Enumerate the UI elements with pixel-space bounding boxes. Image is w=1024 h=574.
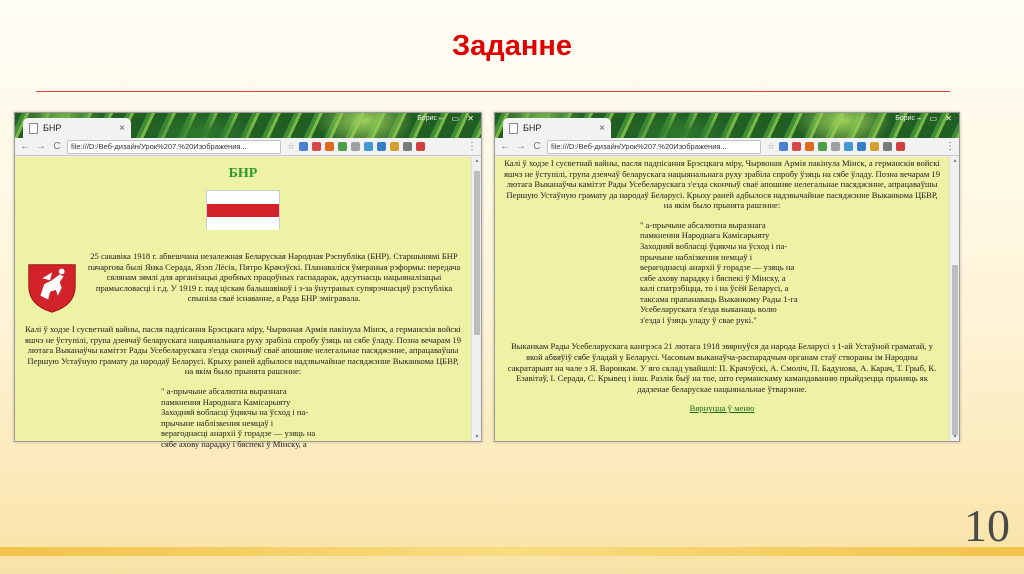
tab-title: БНР — [43, 123, 62, 133]
extension-icon[interactable] — [831, 142, 840, 151]
scroll-up-icon[interactable]: ▲ — [952, 158, 958, 164]
tab-strip — [15, 113, 481, 138]
intro-paragraph: 25 сакавіка 1918 г. абвешчана незалежная Беларуская Народная Рэспубліка (БНР). Старшынямі БНР пачаргова былі Янка Серада, Язэп Лёсік, Пятро Крачэўскі. Планаваліся ўмераныя рэформы: передача сялянам зямлі для арганізацыі дробных працоўных гаспадарак, адсутнасць нацыяналізацыі прамысловасці і г.д. У 1919 г. пад ціскам бальшавікоў і з-за ўнутраных супярэчнасцяў рэспубліка спыніла сваё існаванне, а Рада БНР эмігравала. — [87, 251, 461, 304]
slide-number: 10 — [964, 500, 1010, 551]
quote-line: памкнення Народнага Камісарыяту — [161, 396, 291, 407]
extension-icon[interactable] — [377, 142, 386, 151]
extension-icon[interactable] — [403, 142, 412, 151]
quote-line: сябе ахову парадку і бяспекі ў Мінску, а — [640, 272, 786, 283]
extension-icon[interactable] — [883, 142, 892, 151]
tab-title: БНР — [523, 123, 542, 133]
quote-line: верагоднасці анархіі ў горадзе — узяць на — [640, 262, 795, 273]
extension-icon[interactable] — [390, 142, 399, 151]
extension-icon[interactable] — [805, 142, 814, 151]
quote-line: верагоднасці анархіі ў горадзе — узяць на — [161, 428, 316, 439]
page-icon — [509, 123, 518, 134]
quote-line: памкнення Народнага Камісарыяту — [640, 230, 770, 241]
address-text: file:///D:/Веб-дизайн/Урок%207.%20Изображения... — [551, 142, 727, 151]
extension-icon[interactable] — [312, 142, 321, 151]
address-bar[interactable] — [67, 140, 281, 154]
quote-line: Заходняй вобласці ўцякчы на ўсход і па- — [161, 407, 309, 418]
quote-line: прычыне наблізкення немцаў і — [640, 251, 753, 262]
war-paragraph: Калі ў ходзе І сусветнай вайны, пасля падпісання Брэсцкага міру, Чырвоная Армія пакінула Мінск, а германскія войскі яшчэ не ўступілі, група дзеячаў беларускага нацыянальнага руху зрабіла спробу ўзяць на сябе ўладу. Позна вечарам 19 лютага Выканаўчы камітэт Рады Усебеларускага з'езда скончыў сваё апошняе нелегальнае пасяджэнне, апрацаваўшы Першую Устаўную грамату да народаў Беларусі. Крыху раней адбылося надзвычайнае пасяджэнне Выканкома ЦБВР, на якім было прынята рашэнне: — [24, 324, 461, 377]
page-viewport — [15, 157, 481, 449]
vertical-scrollbar[interactable] — [949, 157, 959, 441]
extension-icon[interactable] — [364, 142, 373, 151]
scroll-thumb[interactable] — [474, 171, 480, 335]
address-text: file:///D:/Веб-дизайн/Урок%207.%20Изображения... — [71, 142, 247, 151]
quote-line: Усебеларускага з'езда выканаць волю — [640, 304, 777, 315]
extension-icon[interactable] — [416, 142, 425, 151]
page-viewport — [495, 157, 959, 441]
extension-icon[interactable] — [818, 142, 827, 151]
final-paragraph: Выканкам Рады Усебеларускага кангрэса 21 лютага 1918 звярнуўся да народа Беларусі з 1-ай Устаўной граматай, у якой абвяўіў сябе ўладай у Беларусі. Часовым выканаўча-распарадчым органам стаў створаны ім Народны сакратарыят на чале з Я. Варонкам. У яго склад увайшлі: П. Крачэўскі, А. Смоліч, П. Бадунова, А. Карач, Т. Грыб, К. Езавітаў, І. Серада, С. Крывец і інш. Разлік быў на тое, што германскаму камандаванню прыйдзецца прыняць як дадзенае беларускае нацыянальнае ўтварэнне. — [507, 341, 937, 394]
quote-line: Заходняй вобласці ўцякчы на ўсход і па- — [640, 240, 788, 251]
quote-line: таксама прапанаваць Выканкому Рады 1-га — [640, 293, 798, 304]
browser-toolbar — [495, 138, 959, 156]
reload-icon[interactable]: C — [533, 141, 541, 152]
scroll-down-icon[interactable]: ▼ — [952, 434, 958, 440]
extension-icon[interactable] — [338, 142, 347, 151]
extension-icon[interactable] — [792, 142, 801, 151]
bnr-flag — [206, 190, 280, 229]
title-divider — [36, 91, 950, 92]
browser-menu-icon[interactable]: ⋮ — [467, 141, 477, 152]
scroll-down-icon[interactable]: ▼ — [474, 434, 480, 440]
close-tab-icon[interactable]: × — [599, 122, 605, 134]
extension-icon[interactable] — [896, 142, 905, 151]
profile-name[interactable]: Борис — [895, 115, 915, 122]
close-tab-icon[interactable]: × — [119, 122, 125, 134]
vertical-scrollbar[interactable] — [471, 157, 481, 441]
quote-line: з'езда і ўзяць уладу ў свае рукі." — [640, 314, 757, 325]
tab-strip — [495, 113, 959, 138]
extension-icon[interactable] — [857, 142, 866, 151]
intro-section — [23, 251, 463, 315]
browser-window-left — [14, 112, 482, 449]
page-heading: БНР — [228, 166, 258, 181]
browser-tab[interactable] — [23, 118, 131, 138]
scroll-up-icon[interactable]: ▲ — [474, 158, 480, 164]
quote-line: " а-прычыне абсалютна выразнага — [640, 219, 766, 230]
back-arrow-icon[interactable]: ← — [20, 141, 30, 152]
extension-icon[interactable] — [844, 142, 853, 151]
quote-line: " а-прычыне абсалютна выразнага — [161, 386, 287, 397]
browser-toolbar — [15, 138, 481, 156]
browser-tab[interactable] — [503, 118, 611, 138]
quote-line: прычыне наблізкення немцаў і — [161, 417, 274, 428]
forward-arrow-icon[interactable]: → — [36, 141, 46, 152]
resolution-quote — [153, 386, 333, 449]
back-arrow-icon[interactable]: ← — [500, 141, 510, 152]
bookmark-star-icon[interactable]: ☆ — [287, 141, 296, 151]
resolution-quote — [632, 220, 812, 326]
page-content — [15, 157, 471, 449]
quote-line: сябе ахову парадку і бяспекі ў Мінску, а — [161, 438, 307, 449]
window-controls[interactable]: – ▭ ✕ — [438, 114, 477, 123]
slide-title: Заданне — [452, 30, 572, 62]
extension-icon[interactable] — [351, 142, 360, 151]
page-content — [495, 157, 949, 441]
page-icon — [29, 123, 38, 134]
reload-icon[interactable]: C — [53, 141, 61, 152]
scroll-thumb[interactable] — [952, 265, 958, 435]
address-bar[interactable] — [547, 140, 761, 154]
window-controls[interactable]: – ▭ ✕ — [916, 114, 955, 123]
bookmark-star-icon[interactable]: ☆ — [767, 141, 776, 151]
back-to-menu-link[interactable]: Вярнуцца ў меню — [689, 403, 755, 414]
quote-line: калі спатрэбіцца, то і на ўсёй Беларусі, а — [640, 283, 789, 294]
browser-menu-icon[interactable]: ⋮ — [945, 141, 955, 152]
war-paragraph: Калі ў ходзе І сусветнай вайны, пасля падпісання Брэсцкага міру, Чырвоная Армія пакінула Мінск, а германскія войскі яшчэ не ўступілі, група дзеячаў беларускага нацыянальнага руху зрабіла спробу ўзяць на сябе ўладу. Позна вечарам 19 лютага Выканаўчы камітэт Рады Усебеларускага з'езда скончыў сваё апошняе нелегальнае пасяджэнне, апрацаваўшы Першую Устаўную грамату да народаў Беларусі. Крыху раней адбылося надзвычайнае пасяджэнне Выканкома ЦБВР, на якім было прынята рашэнне: — [503, 158, 940, 211]
forward-arrow-icon[interactable]: → — [516, 141, 526, 152]
extension-icon[interactable] — [299, 142, 308, 151]
extension-icon[interactable] — [779, 142, 788, 151]
extension-icon[interactable] — [870, 142, 879, 151]
footer-band — [0, 547, 1024, 556]
profile-name[interactable]: Борис — [417, 115, 437, 122]
browser-window-right — [494, 112, 960, 442]
extension-icon[interactable] — [325, 142, 334, 151]
pahonia-coat-of-arms-icon — [23, 257, 81, 315]
